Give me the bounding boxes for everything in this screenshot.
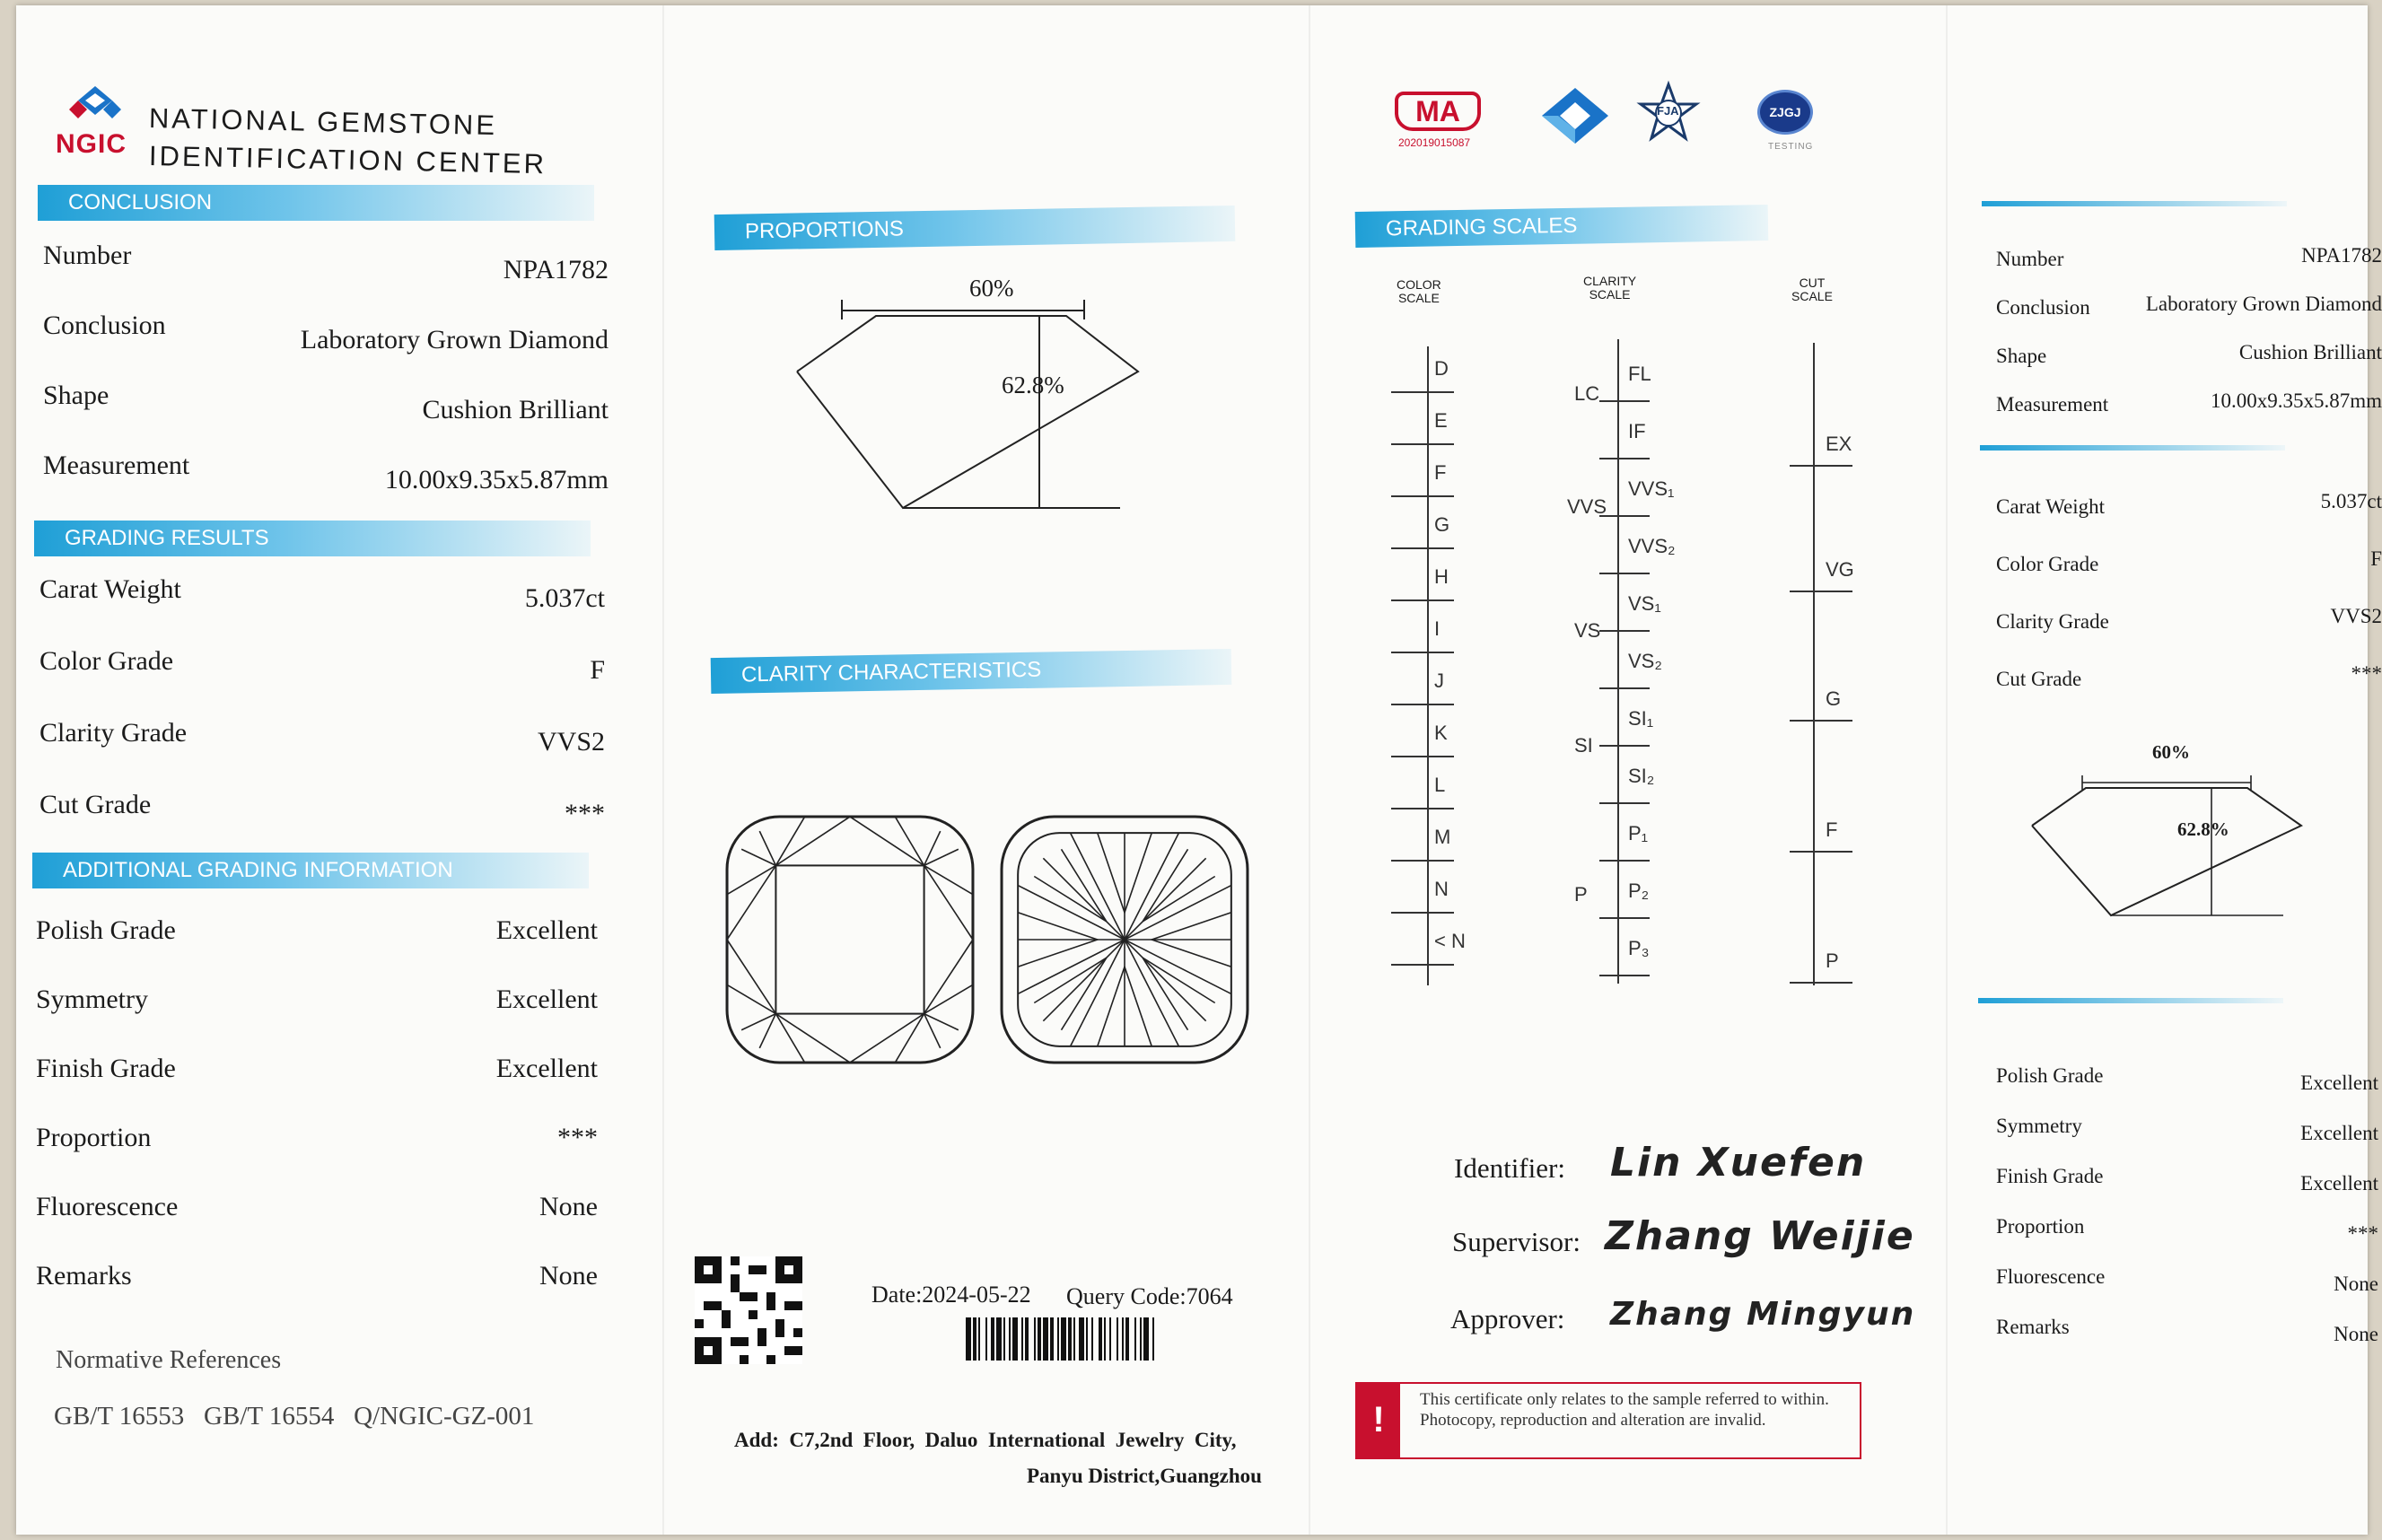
info-value: 10.00x9.35x5.87mm — [2210, 389, 2382, 412]
clarity-scale-label: P₁ — [1628, 822, 1649, 844]
clarity-scale-tick — [1599, 802, 1650, 804]
clarity-scale-tick — [1599, 860, 1650, 862]
info-row — [43, 381, 609, 425]
color-scale-label: E — [1434, 409, 1448, 432]
info-label: Clarity Grade — [1996, 610, 2109, 633]
logo-text: NGIC — [56, 129, 127, 159]
section-grading-scales: GRADING SCALES — [1355, 205, 1769, 248]
info-value: Laboratory Grown Diamond — [300, 325, 609, 354]
clarity-group-label: LC — [1574, 382, 1600, 405]
clarity-scale-label: IF — [1628, 420, 1646, 442]
clarity-scale-tick — [1599, 745, 1650, 747]
info-value: *** — [557, 1123, 598, 1152]
section-conclusion: CONCLUSION — [38, 185, 594, 221]
barcode-bar — [1091, 1317, 1093, 1361]
cut-scale-tick — [1790, 591, 1852, 592]
info-label: Finish Grade — [1996, 1165, 2104, 1187]
info-row — [1996, 244, 2382, 293]
info-label: Color Grade — [1996, 553, 2099, 575]
clarity-group-label: SI — [1574, 734, 1593, 757]
query-code: Query Code:7064 — [1066, 1283, 1233, 1309]
cut-scale-label: F — [1826, 818, 1838, 841]
clarity-scale-tick — [1599, 975, 1650, 976]
color-scale-tick — [1391, 964, 1454, 966]
info-label: Proportion — [1996, 1215, 2085, 1238]
barcode-bar — [1021, 1317, 1023, 1361]
clarity-scale-tick — [1599, 917, 1650, 919]
clarity-scale-tick — [1599, 573, 1650, 574]
info-label: Polish Grade — [1996, 1064, 2104, 1087]
info-value: F — [2370, 547, 2382, 570]
info-row — [36, 1123, 598, 1168]
info-label: Carat Weight — [1996, 495, 2105, 518]
color-scale-label: L — [1434, 774, 1446, 796]
certificate-sheet — [16, 5, 2382, 1535]
info-value: VVS2 — [537, 727, 605, 757]
info-value: NPA1782 — [2301, 244, 2382, 267]
clarity-scale-label: P₂ — [1628, 879, 1650, 902]
info-value: None — [2334, 1273, 2378, 1295]
color-scale-tick — [1391, 547, 1454, 549]
cut-scale-axis — [1813, 343, 1815, 985]
barcode-bar — [1012, 1317, 1018, 1361]
color-scale-tick — [1391, 652, 1454, 653]
info-row — [1996, 662, 2382, 713]
info-label: Proportion — [36, 1123, 152, 1152]
info-row — [1996, 1265, 2378, 1310]
supervisor-signature: Zhang Weijie — [1605, 1213, 1915, 1259]
info-row — [43, 311, 609, 355]
info-label: Remarks — [1996, 1316, 2070, 1338]
cut-scale-title: CUT SCALE — [1791, 276, 1833, 303]
color-scale-label: D — [1434, 357, 1449, 380]
info-row — [36, 1192, 598, 1237]
summary-depth-percent: 62.8% — [2177, 818, 2229, 840]
barcode-bar — [996, 1317, 1002, 1361]
color-scale-label: K — [1434, 722, 1448, 744]
info-row — [1996, 1064, 2378, 1109]
info-label: Finish Grade — [36, 1054, 176, 1083]
info-value: Excellent — [495, 984, 598, 1014]
ma-badge — [1395, 92, 1481, 131]
pavilion-plot-diagram — [998, 813, 1251, 1066]
clarity-scale-label: VVS₂ — [1628, 535, 1676, 557]
info-label: Shape — [43, 381, 109, 410]
info-row — [39, 718, 605, 763]
barcode-bar — [1109, 1317, 1111, 1361]
proportions-diagram — [797, 293, 1138, 517]
info-value: *** — [565, 799, 605, 828]
clarity-scale-tick — [1599, 687, 1650, 689]
cut-scale-label: G — [1826, 687, 1842, 710]
address-line2: Panyu District,Guangzhou — [1027, 1465, 1262, 1487]
clarity-scale-axis — [1617, 339, 1619, 984]
info-row — [43, 451, 609, 495]
normative-refs: GB/T 16553 GB/T 16554 Q/NGIC-GZ-001 — [54, 1402, 535, 1431]
clarity-scale-tick — [1599, 458, 1650, 459]
summary-proportions-diagram — [2032, 770, 2301, 923]
color-scale-label: G — [1434, 513, 1450, 536]
info-row — [1996, 1165, 2378, 1210]
barcode-bar — [1038, 1317, 1041, 1361]
color-scale-tick — [1391, 443, 1454, 445]
color-scale-tick — [1391, 860, 1454, 862]
fold-line — [1309, 5, 1310, 1535]
cut-scale-tick — [1790, 720, 1852, 722]
info-row — [1996, 1316, 2378, 1361]
cut-scale-label: P — [1826, 949, 1839, 972]
color-scale-axis — [1427, 346, 1429, 985]
org-title-line1: NATIONAL GEMSTONE — [148, 102, 498, 142]
info-label: Carat Weight — [39, 574, 181, 604]
section-additional: ADDITIONAL GRADING INFORMATION — [32, 853, 589, 888]
clarity-scale-label: VS₂ — [1628, 650, 1662, 672]
clarity-scale-tick — [1599, 630, 1650, 632]
clarity-scale-title: CLARITY SCALE — [1583, 274, 1637, 302]
color-scale-tick — [1391, 808, 1454, 809]
info-row — [36, 984, 598, 1029]
color-scale-tick — [1391, 495, 1454, 497]
qr-code[interactable] — [695, 1256, 802, 1364]
summary-divider — [1978, 998, 2283, 1003]
barcode-bar — [1057, 1317, 1059, 1361]
cut-scale-label: VG — [1826, 558, 1854, 581]
clarity-scale-label: FL — [1628, 363, 1651, 385]
info-value: *** — [2351, 662, 2382, 685]
info-value: Excellent — [2300, 1122, 2378, 1144]
barcode-bar — [1079, 1317, 1084, 1361]
barcode-bar — [1009, 1317, 1011, 1361]
info-value: Excellent — [495, 915, 598, 945]
info-row — [1996, 341, 2382, 389]
barcode-bar — [1152, 1317, 1154, 1361]
barcode-bar — [1025, 1317, 1029, 1361]
table-percent: 60% — [966, 275, 1018, 302]
info-value: F — [590, 655, 605, 685]
clarity-scale-label: SI₂ — [1628, 765, 1655, 787]
warning-text: This certificate only relates to the sample referred to within. Photocopy, reproduction and alteration are invalid. — [1420, 1390, 1829, 1430]
zjgj-badge — [1757, 90, 1813, 135]
info-value: VVS2 — [2330, 605, 2382, 627]
info-value: None — [539, 1192, 598, 1221]
clarity-scale-label: SI₁ — [1628, 707, 1654, 730]
summary-table-percent: 60% — [2152, 741, 2190, 763]
identifier-signature: Lin Xuefen — [1610, 1140, 1867, 1186]
barcode-bar — [1034, 1317, 1036, 1361]
color-scale-label: M — [1434, 826, 1451, 848]
info-label: Number — [1996, 248, 2064, 270]
warning-icon: ! — [1357, 1384, 1400, 1457]
info-value: Cushion Brilliant — [422, 395, 609, 424]
info-row — [36, 915, 598, 960]
info-value: 5.037ct — [524, 583, 605, 613]
info-label: Conclusion — [1996, 296, 2090, 319]
color-scale-tick — [1391, 704, 1454, 705]
info-row — [1996, 547, 2382, 598]
diamond-logo-icon — [1540, 86, 1610, 145]
section-proportions: PROPORTIONS — [714, 206, 1236, 250]
barcode-bar — [1073, 1317, 1075, 1361]
color-scale-label: H — [1434, 565, 1449, 588]
info-value: 10.00x9.35x5.87mm — [384, 465, 609, 494]
color-scale-label: I — [1434, 617, 1441, 640]
warning-box — [1355, 1382, 1861, 1459]
testing-text: TESTING — [1768, 142, 1814, 152]
barcode-bar — [1050, 1317, 1054, 1361]
info-label: Conclusion — [43, 311, 166, 340]
info-label: Measurement — [1996, 393, 2109, 416]
clarity-scale-tick — [1599, 400, 1650, 402]
info-value: Excellent — [495, 1054, 598, 1083]
clarity-scale-label: VS₁ — [1628, 592, 1661, 615]
info-value: Laboratory Grown Diamond — [2145, 293, 2382, 315]
info-row — [1996, 1115, 2378, 1159]
address-line1: Add: C7,2nd Floor, Daluo International Jewelry City, — [734, 1429, 1237, 1451]
info-row — [39, 790, 605, 835]
info-row — [39, 574, 605, 619]
fold-line — [1946, 5, 1948, 1535]
crown-plot-diagram — [723, 813, 976, 1066]
clarity-group-label: VVS — [1567, 495, 1607, 518]
barcode-bar — [1134, 1317, 1136, 1361]
barcode-bar — [1061, 1317, 1066, 1361]
info-value: None — [539, 1261, 598, 1291]
info-label: Number — [43, 241, 132, 270]
clarity-scale-tick — [1599, 515, 1650, 517]
barcode-bar — [991, 1317, 994, 1361]
info-label: Fluorescence — [36, 1192, 179, 1221]
barcode-bar — [978, 1317, 980, 1361]
info-label: Cut Grade — [1996, 668, 2082, 690]
clarity-group-label: P — [1574, 883, 1588, 906]
info-row — [1996, 1215, 2378, 1260]
color-scale-label: N — [1434, 878, 1449, 900]
barcode-bar — [1143, 1317, 1149, 1361]
color-scale-title: COLOR SCALE — [1397, 277, 1441, 305]
info-label: Measurement — [43, 451, 190, 480]
barcode-bar — [1104, 1317, 1106, 1361]
ma-number: 202019015087 — [1398, 136, 1471, 149]
info-row — [1996, 490, 2382, 540]
barcode-bar — [1068, 1317, 1072, 1361]
barcode-bar — [985, 1317, 987, 1361]
barcode-bar — [1086, 1317, 1088, 1361]
cut-scale-tick — [1790, 465, 1852, 467]
issue-date: Date:2024-05-22 — [871, 1282, 1031, 1308]
org-title-line2: IDENTIFICATION CENTER — [148, 140, 547, 180]
barcode-bar — [1122, 1317, 1124, 1361]
ma-text: MA — [1415, 95, 1460, 127]
cut-scale-label: EX — [1826, 433, 1852, 455]
barcode-bar — [973, 1317, 976, 1361]
info-label: Shape — [1996, 345, 2047, 367]
color-scale-tick — [1391, 599, 1454, 601]
info-value: 5.037ct — [2320, 490, 2382, 512]
ngic-logo-icon — [66, 84, 125, 129]
color-scale-tick — [1391, 391, 1454, 393]
supervisor-label: Supervisor: — [1452, 1226, 1581, 1257]
barcode-bar — [1140, 1317, 1142, 1361]
normative-title: Normative References — [56, 1346, 282, 1374]
info-label: Polish Grade — [36, 915, 176, 945]
info-value: Excellent — [2300, 1072, 2378, 1094]
info-row — [1996, 605, 2382, 655]
fold-line — [662, 5, 664, 1535]
clarity-group-label: VS — [1574, 619, 1601, 642]
barcode-bar — [1043, 1317, 1048, 1361]
cut-scale-tick — [1790, 982, 1852, 984]
barcode-bar — [966, 1317, 971, 1361]
section-grading-results: GRADING RESULTS — [34, 521, 591, 556]
section-clarity-characteristics: CLARITY CHARACTERISTICS — [711, 649, 1232, 694]
info-label: Fluorescence — [1996, 1265, 2106, 1288]
summary-divider — [1980, 445, 2285, 451]
barcode-bar — [1099, 1317, 1102, 1361]
zjgj-text: ZJGJ — [1769, 105, 1801, 119]
info-value: Cushion Brilliant — [2238, 341, 2382, 363]
info-label: Clarity Grade — [39, 718, 188, 748]
info-row — [1996, 293, 2382, 341]
info-label: Cut Grade — [39, 790, 152, 819]
barcode-bar — [1117, 1317, 1118, 1361]
info-value: NPA1782 — [503, 255, 609, 284]
info-row — [39, 646, 605, 691]
clarity-scale-label: P₃ — [1628, 937, 1650, 959]
info-row — [1996, 389, 2382, 438]
info-value: *** — [2347, 1222, 2378, 1245]
summary-divider — [1982, 201, 2287, 206]
info-label: Symmetry — [36, 984, 148, 1014]
barcode[interactable] — [966, 1317, 1237, 1361]
info-value: Excellent — [2300, 1172, 2378, 1194]
approver-label: Approver: — [1450, 1303, 1565, 1334]
barcode-bar — [1003, 1317, 1005, 1361]
depth-percent: 62.8% — [1002, 372, 1064, 398]
info-label: Color Grade — [39, 646, 174, 676]
info-row — [43, 241, 609, 285]
info-label: Remarks — [36, 1261, 132, 1291]
approver-signature: Zhang Mingyun — [1610, 1296, 1916, 1333]
color-scale-tick — [1391, 912, 1454, 914]
identifier-label: Identifier: — [1454, 1152, 1565, 1184]
color-scale-tick — [1391, 756, 1454, 757]
fja-text: FJA — [1657, 104, 1679, 118]
cut-scale-tick — [1790, 851, 1852, 853]
clarity-scale-label: VVS₁ — [1628, 477, 1675, 500]
info-row — [36, 1261, 598, 1306]
info-label: Symmetry — [1996, 1115, 2082, 1137]
info-value: None — [2334, 1323, 2378, 1345]
color-scale-label: J — [1434, 669, 1444, 692]
info-row — [36, 1054, 598, 1098]
color-scale-label: F — [1434, 461, 1447, 484]
color-scale-label: < N — [1434, 930, 1466, 952]
barcode-bar — [1125, 1317, 1129, 1361]
